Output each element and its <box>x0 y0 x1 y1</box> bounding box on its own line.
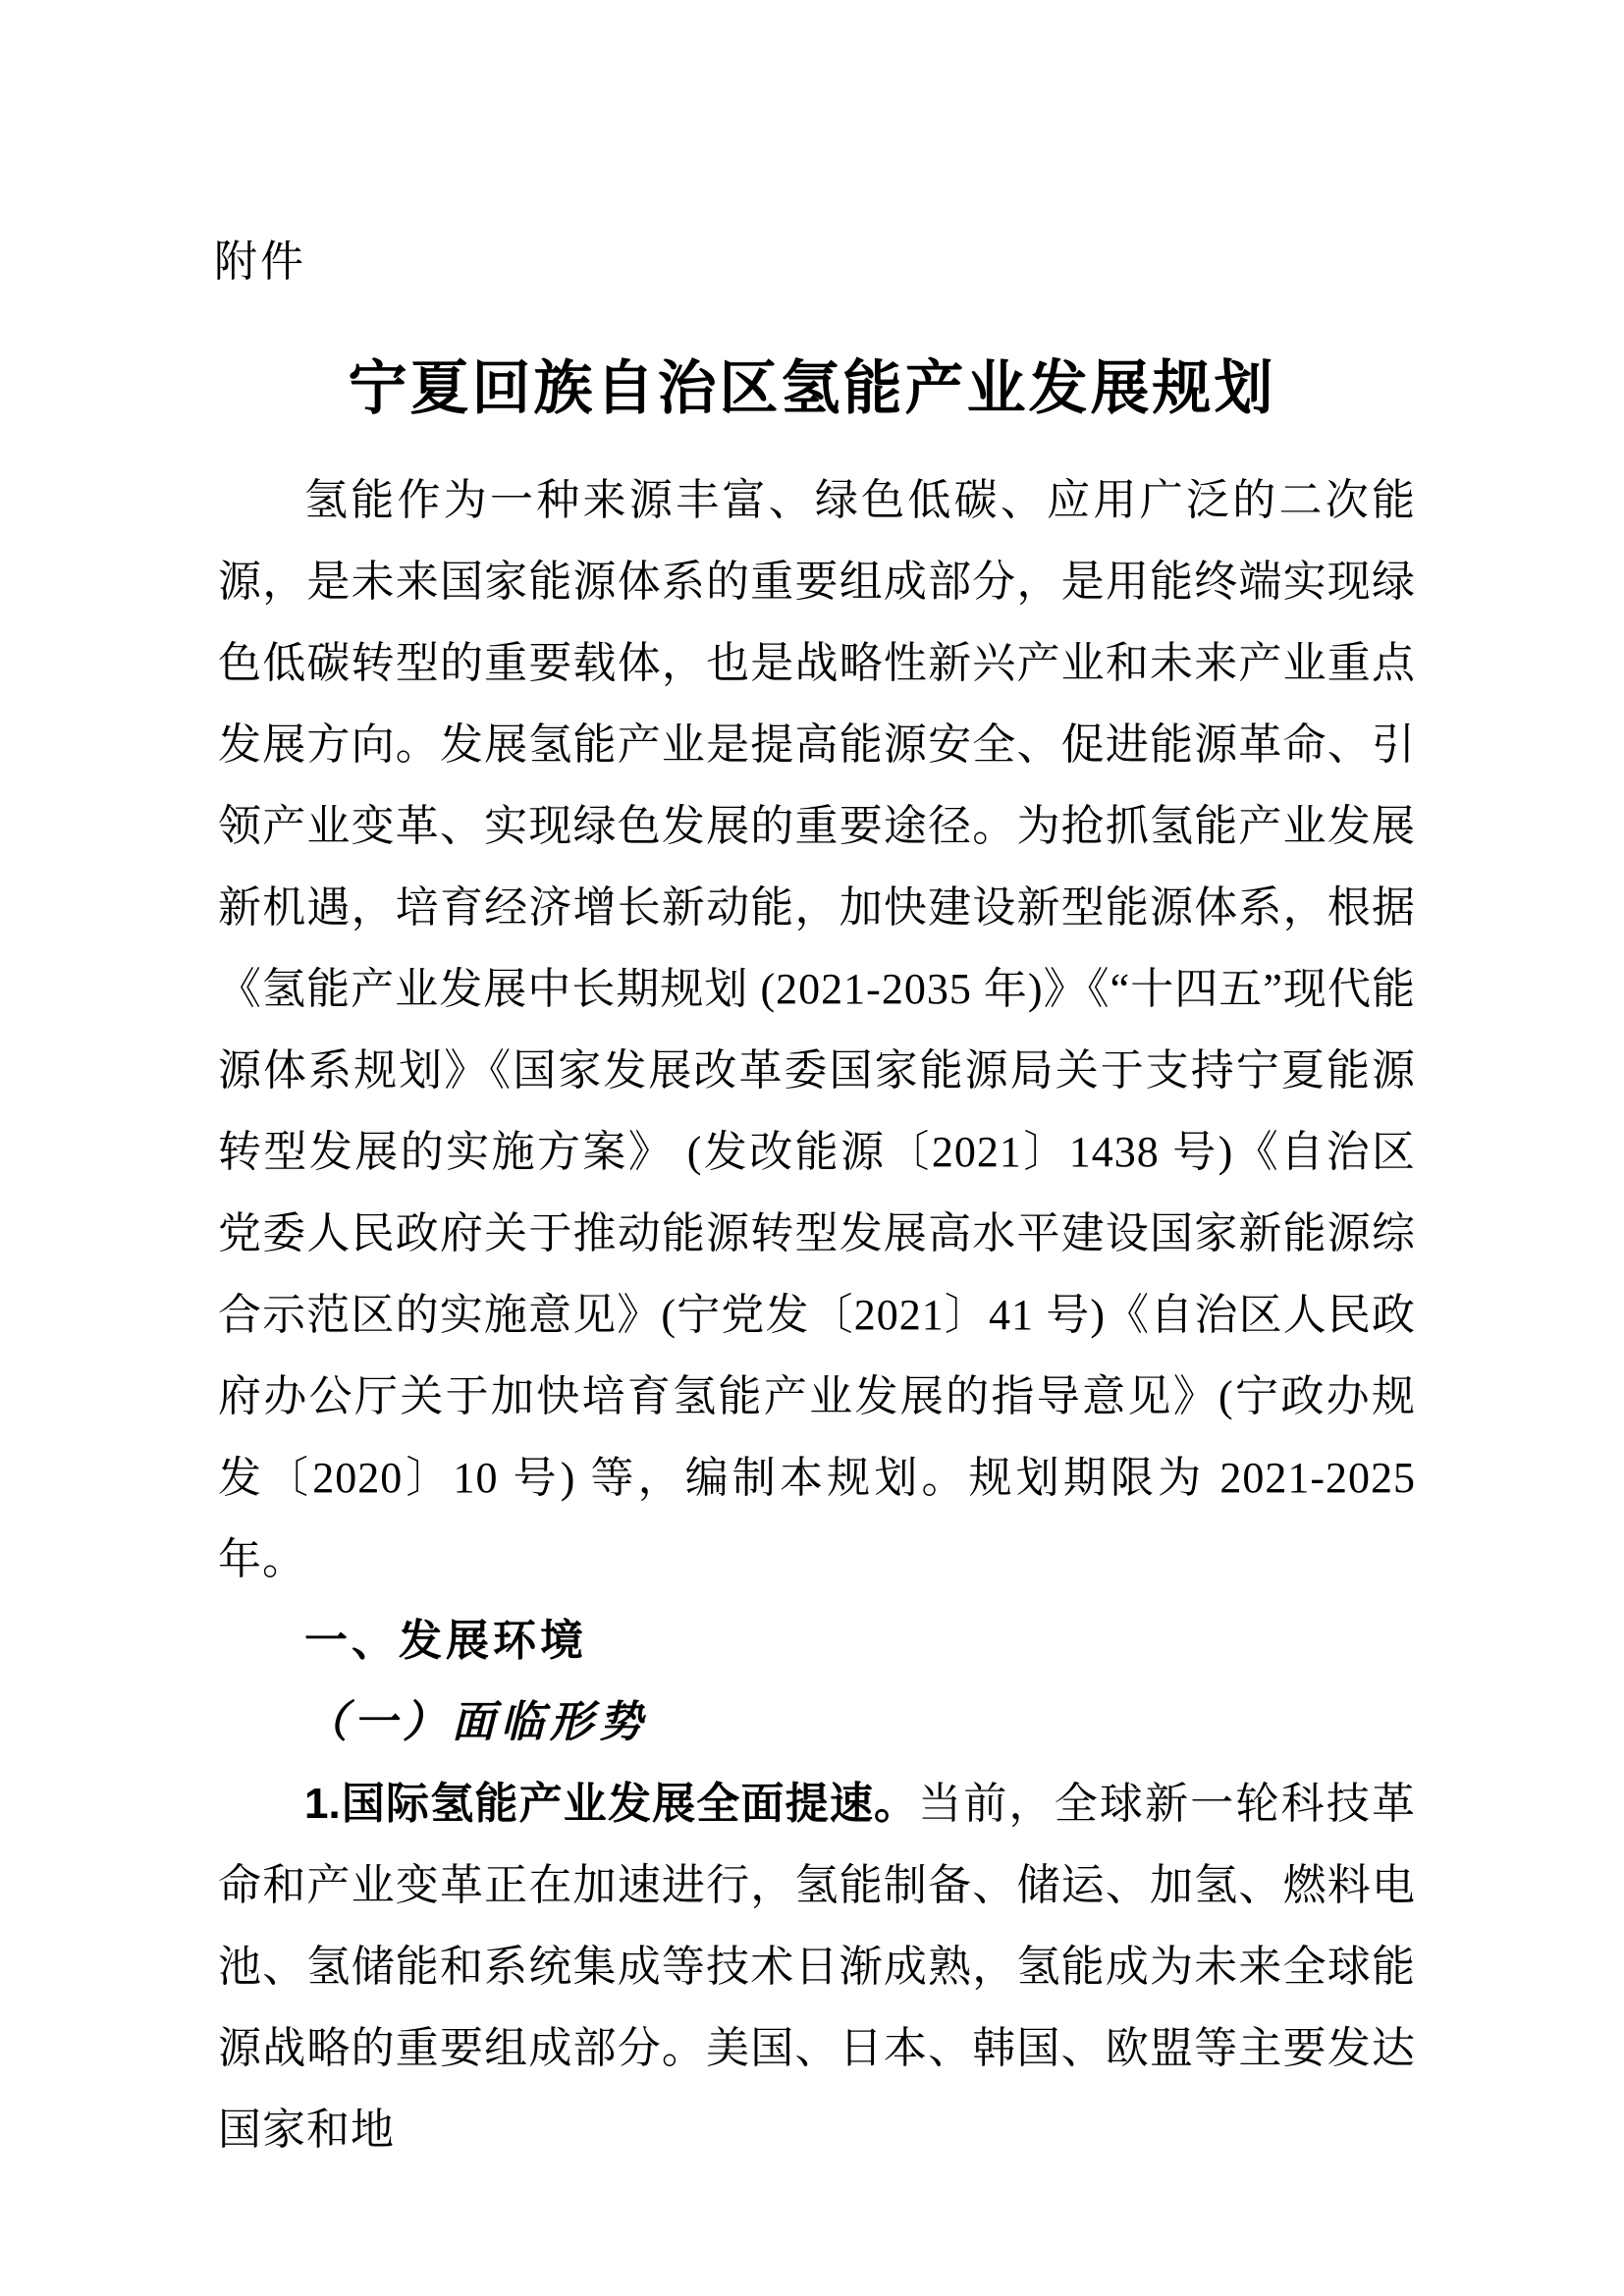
attachment-label: 附件 <box>214 238 306 286</box>
document-title: 宁夏回族自治区氢能产业发展规划 <box>348 355 1276 422</box>
document-body <box>218 459 1416 2170</box>
item1-body-text: 当前，全球新一轮科技革命和产业变革正在加速进行，氢能制备、储运、加氢、燃料电池、氢储能和系统集成等技术日渐成熟，氢能成为未来全球能源战略的重要组成部分。美国、日本、韩国、欧盟等主要发达国家和地 <box>218 1780 1416 2154</box>
item1-paragraph <box>218 1763 1416 2170</box>
subsection-heading-facing-situation: （一）面临形势 <box>304 1698 648 1746</box>
intro-paragraph: 氢能作为一种来源丰富、绿色低碳、应用广泛的二次能源，是未来国家能源体系的重要组成部分，是用能终端实现绿色低碳转型的重要载体，也是战略性新兴产业和未来产业重点发展方向。发展氢能产业是提高能源安全、促进能源革命、引领产业变革、实现绿色发展的重要途径。为抢抓氢能产业发展新机遇，培育经济增长新动能，加快建设新型能源体系，根据《氢能产业发展中长期规划 (2021-2035 年)》《“十四五”现代能源体系规划》《国家发展改革委国家能源局关于支持宁夏能源转型发展的实施方案》 (发改能源〔2021〕1438 号)《自治区党委人民政府关于推动能源转型发展高水平建设国家新能源综合示范区的实施意见》(宁党发〔2021〕41 号)《自治区人民政府办公厅关于加快培育氢能产业发展的指导意见》(宁政办规发〔2020〕10 号) 等，编制本规划。规划期限为 2021-2025 年。 <box>218 476 1416 1583</box>
item1-run-in-heading: 1.国际氢能产业发展全面提速。 <box>304 1780 919 1828</box>
section-heading-development-environment: 一、发展环境 <box>304 1617 587 1665</box>
